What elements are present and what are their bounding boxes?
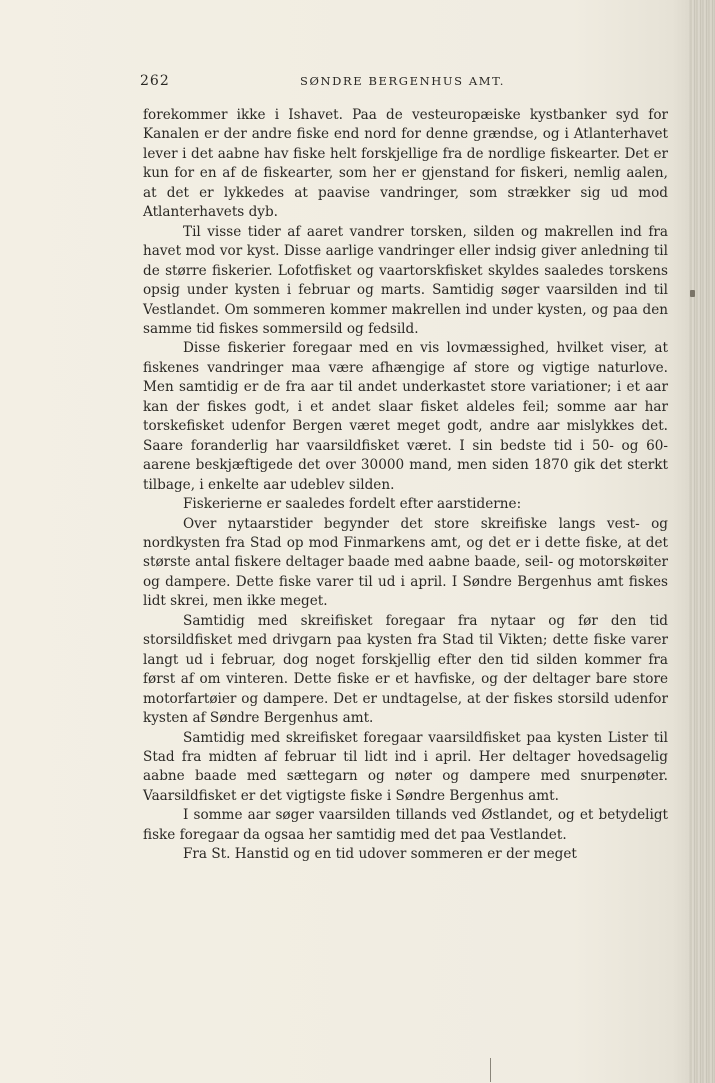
paragraph: I somme aar søger vaarsilden tillands ved Østlandet, og et betydeligt fiske foregaar da ogsaa her samtidig med det paa Vestlandet. [143,807,668,843]
paragraph: Over nytaarstider begynder det store skreifiske langs vest- og nordkysten fra Stad op mod Finmarkens amt, og det er i dette fiske, at det største antal fiskere deltager baade med aabne baade, seil- og motorskøiter og dampere. Dette fiske varer til ud i april. I Søndre Bergenhus amt fiskes lidt skrei, men ikke meget. [143,515,668,610]
paragraph: forekommer ikke i Ishavet. Paa de vesteuropæiske kystbanker syd for Kanalen er der andre fiske end nord for denne grændse, og i Atlanterhavet lever i det aabne hav fiske helt forskjellige fra de nordlige fiskearter. Det er kun for en af de fiskearter, som her er gjenstand for fiskeri, nemlig aalen, at det er lykkedes at paavise vandringer, som strækker sig ud mod Atlanterhavets dyb. [143,107,668,221]
body-text [143,106,668,865]
paragraph: Disse fiskerier foregaar med en vis lovmæssighed, hvilket viser, at fiskenes vandringer maa være afhængige af store og vigtige naturlove. Men samtidig er de fra aar til andet underkastet store variationer; i et aar kan der fiskes godt, i et andet slaar fisket aldeles feil; somme aar har torskefisket udenfor Bergen været meget godt, andre aar mislykkes det. Saare foranderlig har vaarsildfisket været. I sin bedste tid i 50- og 60-aarene beskjæftigede det over 30000 mand, men siden 1870 gik det sterkt tilbage, i enkelte aar udeblev silden. [143,340,668,493]
running-head: SØNDRE BERGENHUS AMT. [300,74,506,88]
scan-artifact [490,1058,491,1082]
page-edge [689,0,715,1083]
page-header [140,73,668,91]
paragraph: Samtidig med skreifisket foregaar fra nytaar og før den tid storsildfisket med drivgarn paa kysten fra Stad til Vikten; dette fiske varer langt ud i februar, dog noget forskjellig efter den tid silden kommer fra først af om vinteren. Dette fiske er et havfiske, og der deltager bare store motorfartøier og dampere. Det er undtagelse, at der fiskes storsild udenfor kysten af Søndre Bergenhus amt. [143,612,668,727]
page-number: 262 [140,73,170,89]
paragraph: Til visse tider af aaret vandrer torsken, silden og makrellen ind fra havet mod vor kyst. Disse aarlige vandringer eller indsig giver anledning til de større fiskerier. Lofotfisket og vaartorskfisket skyldes saaledes torskens opsig under kysten i februar og marts. Samtidig søger vaarsilden ind til Vestlandet. Om sommeren kommer makrellen ind under kysten, og paa den samme tid fiskes sommersild og fedsild. [143,223,668,337]
margin-mark [690,290,695,297]
paragraph: Fra St. Hanstid og en tid udover sommeren er der meget [183,846,577,863]
paragraph: Samtidig med skreifisket foregaar vaarsildfisket paa kysten Lister til Stad fra midten af februar til lidt ind i april. Her deltager hovedsagelig aabne baade med sættegarn og nøter og dampere med snurpenøter. Vaarsildfisket er det vigtigste fiske i Søndre Bergenhus amt. [143,729,668,804]
paragraph: Fiskerierne er saaledes fordelt efter aarstiderne: [183,496,522,513]
